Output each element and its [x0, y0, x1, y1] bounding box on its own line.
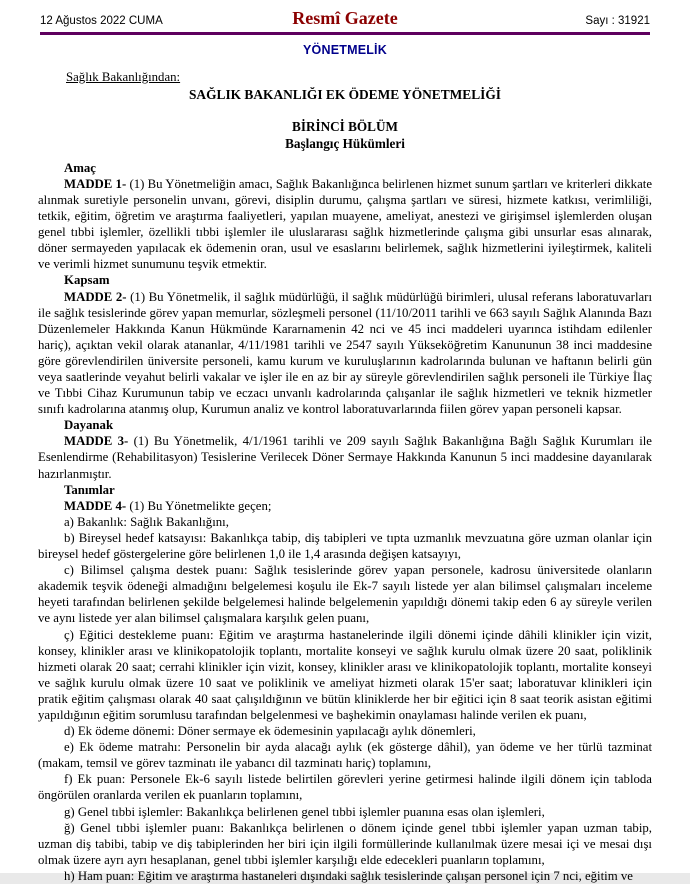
- document-title: SAĞLIK BAKANLIĞI EK ÖDEME YÖNETMELİĞİ: [188, 86, 501, 102]
- article-paragraph: h) Ham puan: Eğitim ve araştırma hastaneleri dışındaki sağlık tesislerinde çalışan personel için 7 nci, eğitim ve: [64, 868, 633, 883]
- madde-label: MADDE 3-: [64, 434, 129, 449]
- header-divider-rule: [40, 32, 650, 35]
- article-paragraph: g) Genel tıbbi işlemler: Bakanlıkça belirlenen genel tıbbi işlemler puanına esas olan işlemleri,: [64, 804, 545, 819]
- chapter-title: BİRİNCİ BÖLÜM: [292, 118, 398, 134]
- chapter-heading: [0, 118, 690, 152]
- article-paragraph: MADDE 2- (1) Bu Yönetmelik, il sağlık müdürlüğü, il sağlık müdürlüğü birimleri, ulusal referans laboratuvarları ile sağlık tesislerinde görev yapan memurlar, sözleşmeli personel (11/10/2011 tarihli ve 663 sayılı Sağlık Alanında Bazı Düzenlemeler Hakkında Kanun Hükmünde Kararnamenin 42 nci ve 45 inci maddeleri uyarınca istihdam edilenler hariç), açıktan vekil olarak atananlar, 4/11/1981 tarihli ve 2547 sayılı Yükseköğretim Kanununun 38 inci maddesine göre görevlendirilen üniversite personeli, kamu kurum ve kuruluşlarının kadrolarında bulunan ve haftanın belirli gün veya saatlerinde veyahut belirli vakalar ve işler ile en az bir ay süreyle görevlendirilen sağlık personeli ile Türkiye İlaç ve Tıbbi Cihaz Kurumunun tabip ve eczacı unvanlı kadrolarında çalışanlar ile sağlık hizmetleri ve teknik hizmetler sınıfı kadrolarına atanmış olup, Kurumun analiz ve kontrol laboratuvarlarında fiilen görev yapan personeli kapsar.: [38, 289, 652, 417]
- gazette-masthead: Resmî Gazete: [292, 8, 398, 28]
- section-label: YÖNETMELİK: [303, 42, 387, 57]
- article-heading: Kapsam: [64, 273, 110, 288]
- ministry-line-text: Sağlık Bakanlığından:: [66, 69, 181, 84]
- article-heading: Amaç: [64, 160, 96, 175]
- gazette-header: [0, 0, 690, 29]
- article-heading: Dayanak: [64, 418, 114, 433]
- article-paragraph: ğ) Genel tıbbi işlemler puanı: Bakanlıkça belirlenen o dönem içinde genel tıbbi işlemler yapan uzman tabip, uzman diş tabibi, tabip ve diş tabiplerinden her biri için ilgili formüllerinde kullanılmak üzere mesai içi ve mesai dışı olmak üzere ayrı ayrı hesaplanan, genel tıbbi işlemler karşılığı elde edecekleri puanların toplamını,: [38, 820, 652, 867]
- article-paragraph: b) Bireysel hedef katsayısı: Bakanlıkça tabip, diş tabipleri ve tıpta uzmanlık mevzuatına göre uzman olanlar için bireysel hedef göstergelerine göre belirlenen 1,0 ile 1,4 arasında değişen katsayıyı,: [38, 530, 652, 562]
- article-paragraph: a) Bakanlık: Sağlık Bakanlığını,: [64, 514, 229, 529]
- madde-label: MADDE 4-: [64, 498, 127, 513]
- madde-label: MADDE 1-: [64, 176, 127, 191]
- article-paragraph: MADDE 1- (1) Bu Yönetmeliğin amacı, Sağlık Bakanlığınca belirlenen hizmet sunum şartları ve kriterleri dikkate alınmak suretiyle personelin unvanı, görevi, disiplin durumu, çalışma şartları ve süresi, hizmete katkısı, verimliliği, tetkik, eğitim, öğretim ve araştırma faaliyetleri, yapılan muayene, ameliyat, anestezi ve girişimsel işlemlerden oluşan genel tıbbi işlemler, özellikli tıbbi işlemler ile uluslararası sağlık hizmetlerinde çalışma gibi unsurlar esas alınarak, döner sermayeden yapılacak ek ödemenin oran, usul ve esaslarını belirlemek, sağlık hizmetlerini iyileştirmek, kaliteli ve verimli hizmet sunumunu teşvik etmektir.: [38, 176, 652, 272]
- article-paragraph: e) Ek ödeme matrahı: Personelin bir ayda alacağı aylık (ek gösterge dâhil), yan ödeme ve her türlü tazminat (makam, temsil ve görev tazminatı ile yabancı dil tazminatı hariç) toplamını,: [38, 740, 652, 771]
- chapter-subtitle: Başlangıç Hükümleri: [285, 135, 405, 151]
- article-paragraph: c) Bilimsel çalışma destek puanı: Sağlık tesislerinde görev yapan personele, kadrosu üniversitede olanların akademik teşvik ödeneği almadığını belgelemesi koşulu ile Ek-7 sayılı listede yer alan bilimsel çalışmaları inceleme heyeti tarafından belirlenen şekilde belgelemesi halinde belgelemenin yapıldığı dönemi takip eden 6 ay süreyle verilen ve aynı listede yer alan bilimsel çalışmalara karşılık gelen puanı,: [38, 563, 652, 626]
- article-paragraph: MADDE 4- (1) Bu Yönetmelikte geçen;: [64, 498, 272, 513]
- article-heading: Tanımlar: [64, 482, 115, 497]
- article-paragraph: ç) Eğitici destekleme puanı: Eğitim ve araştırma hastanelerinde ilgili dönemi içinde dâhili klinikler için vizit, konsey, klinikler arası ve klinikopatolojik toplantı, mortalite konseyi ve sağlık kurulu olmak üzere 20 saat, poliklinik hizmeti olarak 20 saat; cerrahi klinikler için vizit, konsey, klinikler arası ve klinikopatolojik toplantı, mortalite konseyi ve sağlık kurulu olmak üzere 10 saat ve poliklinik ve ameliyat hizmeti olarak 15'er saat; laboratuvar klinikleri için pratik eğitim çalışması olarak 40 saat çalışıldığının ve bütün kliniklerde her bir eğitici için 8 saat teorik asistan eğitimi yapıldığının eğitim sorumlusu tarafından belgelenmesi ve başhekimin onaylaması halinde verilen ek puanı,: [38, 627, 652, 722]
- article-paragraph: d) Ek ödeme dönemi: Döner sermaye ek ödemesinin yapılacağı aylık dönemleri,: [64, 724, 476, 739]
- article-paragraph: MADDE 3- (1) Bu Yönetmelik, 4/1/1961 tarihli ve 209 sayılı Sağlık Bakanlığına Bağlı Sağlık Kurumları ile Esenlendirme (Rehabilitasyon) Tesislerine Verilecek Döner Sermaye Hakkında Kanunun 5 inci maddesine dayanılarak hazırlanmıştır.: [38, 434, 652, 481]
- gazette-issue-number: Sayı : 31921: [585, 14, 650, 27]
- madde-label: MADDE 2-: [64, 289, 127, 304]
- gazette-date: 12 Ağustos 2022 CUMA: [40, 14, 163, 27]
- ministry-line: [40, 70, 650, 85]
- article-body: [38, 160, 652, 884]
- article-paragraph: f) Ek puan: Personele Ek-6 sayılı listede belirtilen görevleri yerine getirmesi halinde ilgili dönem için tabloda öngörülen oranlarda verilen ek puanların toplamını,: [38, 772, 652, 803]
